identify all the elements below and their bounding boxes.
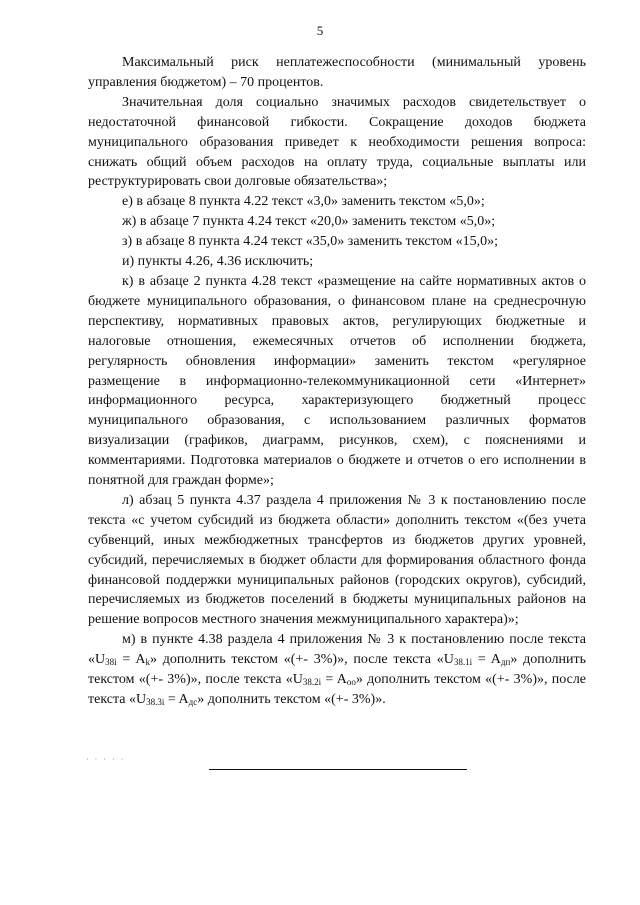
item-m-intro: м) в пункте 4.38 раздела 4 приложения № 3 к постановлению после текста «: [88, 632, 586, 668]
paragraph-item-z: з) в абзаце 8 пункта 4.24 текст «35,0» заменить текстом «15,0»;: [122, 234, 499, 250]
closing-divider-line: [209, 769, 467, 770]
paragraph-item-zh: ж) в абзаце 7 пункта 4.24 текст «20,0» заменить текстом «5,0»;: [122, 214, 496, 230]
item-m-text-2: » дополнить текстом «(+- 3%)», после текста «: [88, 652, 587, 688]
item-m-text-4: » дополнить текстом «(+- 3%)».: [197, 692, 386, 707]
paragraph-item-e: е) в абзаце 8 пункта 4.22 текст «3,0» заменить текстом «5,0»;: [122, 194, 485, 210]
scan-mark: · · · · ·: [86, 755, 126, 764]
paragraph-social-expenses: Значительная доля социально значимых расходов свидетельствует о недостаточной финансовой гибкости. Сокращение доходов бюджета муниципального образования приведет к необходимости решения вопроса: снижать общий объем расходов на оплату труда, социальные выплаты или реструктурировать свои долговые обязательства»;: [88, 94, 586, 190]
paragraph-risk-level: Максимальный риск неплатежеспособности (минимальный уровень управления бюджетом) – 70 процентов.: [88, 55, 586, 90]
formula-u38-3: $U_{38.3i} = A_{дс}$: [136, 692, 198, 707]
formula-u38: $U_{38i} = A_k$: [95, 652, 150, 668]
paragraph-item-l: л) абзац 5 пункта 4.37 раздела 4 приложения № 3 к постановлению после текста «с учетом субсидий из бюджета области» дополнить текстом «(без учета субвенций, иных межбюджетных трансфертов из бюджетов других уровней, субсидий, перечисляемых в бюджет области для формирования областного фонда финансовой поддержки муниципальных районов (городских округов), субсидий, перечисляемых из бюджетов поселений в бюджеты муниципальных районов на решение вопросов местного значения межмуниципального характера)»;: [88, 492, 586, 628]
document-body: [88, 53, 586, 710]
formula-u38-1: $U_{38.1i} = A_{дп}$: [443, 652, 511, 668]
page-number: 5: [316, 23, 324, 38]
paragraph-item-i: и) пункты 4.26, 4.36 исключить;: [122, 254, 314, 270]
paragraph-item-m: [88, 630, 586, 710]
formula-u38-2: $U_{38.2i} = A_{оо}$: [292, 672, 356, 688]
item-m-text-3: » дополнить текстом «(+- 3%)», после текста «: [88, 672, 587, 707]
paragraph-item-k: к) в абзаце 2 пункта 4.28 текст «размещение на сайте нормативных актов о бюджете муниципального образования, о финансовом плане на среднесрочную перспективу, нормативных правовых актов, регулирующих бюджетные и налоговые отношения, ежемесячных отчетов об исполнении бюджета, регулярность обновления информации» заменить текстом «регулярное размещение в информационно-телекоммуникационной сети «Интернет» информационного ресурса, характеризующего бюджетный процесс муниципального образования, с использованием различных форматов визуализации (графиков, диаграмм, рисунков, схем), с пояснениями и комментариями. Подготовка материалов о бюджете и отчетов о его исполнении в понятной для граждан форме»;: [88, 273, 586, 489]
item-m-text-1: » дополнить текстом «(+- 3%)», после текста «: [149, 652, 444, 668]
